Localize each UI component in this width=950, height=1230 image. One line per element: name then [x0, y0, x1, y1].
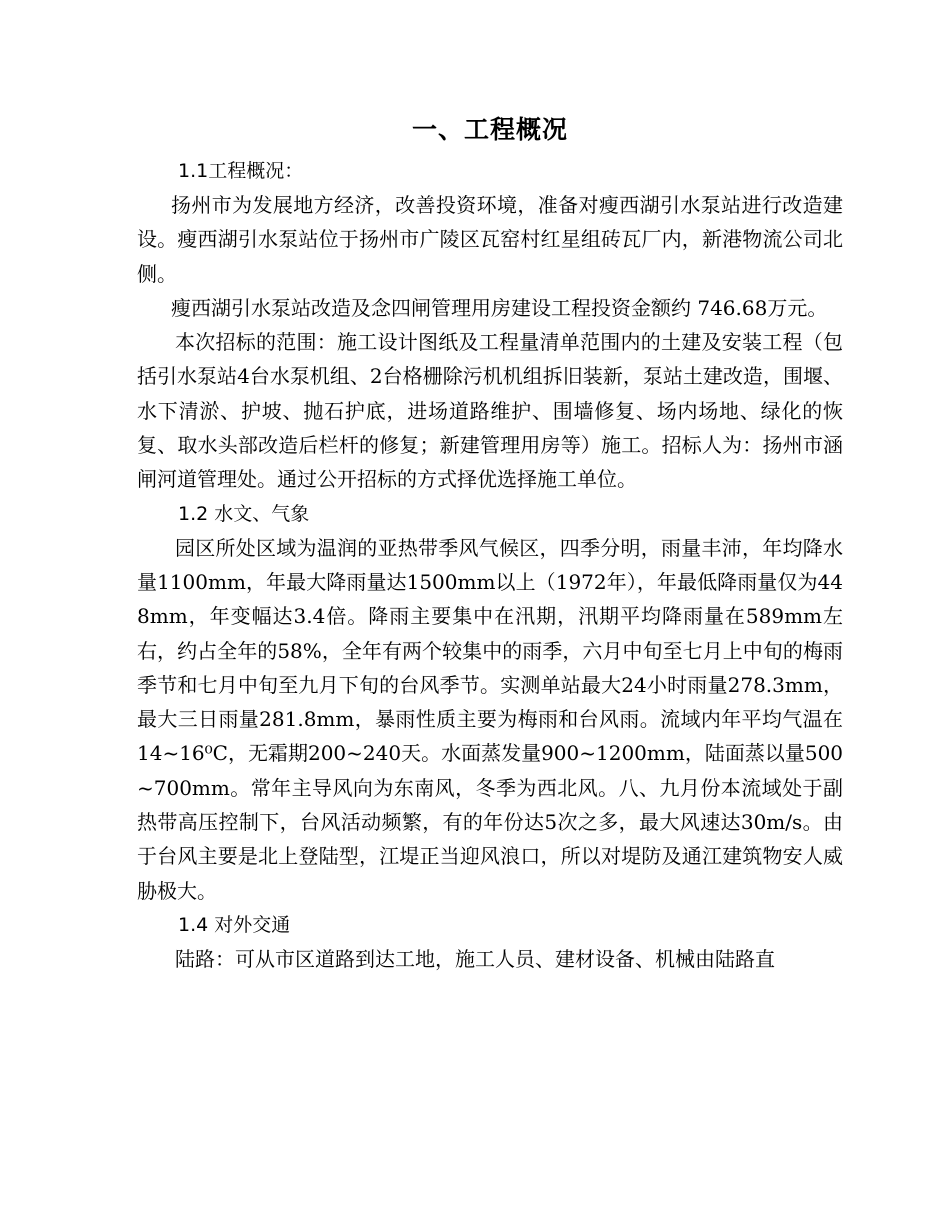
section-heading: 1.1工程概况： — [178, 160, 304, 182]
document-content — [137, 110, 843, 976]
section-project-overview — [137, 154, 843, 497]
section-heading: 1.4 对外交通 — [178, 913, 291, 936]
section-hydrology-weather — [137, 497, 843, 908]
paragraph: 扬州市为发展地方经济，改善投资环境，准备对瘦西湖引水泵站进行改造建设。瘦西湖引水泵站位于扬州市广陵区瓦窑村红星组砖瓦厂内，新港物流公司北侧。 — [137, 193, 843, 286]
paragraph: 本次招标的范围：施工设计图纸及工程量清单范围内的土建及安装工程（包括引水泵站4台水泵机组、2台格栅除污机机组拆旧装新，泵站土建改造，围堰、水下清淤、护坡、抛石护底，进场道路维护、围墙修复、场内场地、绿化的恢复、取水头部改造后栏杆的修复；新建管理用房等）施工。招标人为：扬州市涵闸河道管理处。通过公开招标的方式择优选择施工单位。 — [137, 330, 843, 492]
paragraph: 瘦西湖引水泵站改造及念四闸管理用房建设工程投资金额约 746.68万元。 — [171, 295, 828, 320]
paragraph: 园区所处区域为温润的亚热带季风气候区，四季分明，雨量丰沛，年均降水量1100mm，年最大降雨量达1500mm以上（1972年），年最低降雨量仅为448mm，年变幅达3.4倍。降雨主要集中在汛期，汛期平均降雨量在589mm左右，约占全年的58%，全年有两个较集中的雨季，六月中旬至七月上中旬的梅雨季节和七月中旬至九月下旬的台风季节。实测单站最大24小时雨量278.3mm，最大三日雨量281.8mm，暴雨性质主要为梅雨和台风雨。流域内年平均气温在14~16⁰C，无霜期200~240天。水面蒸发量900~1200mm，陆面蒸以量500~700mm。常年主导风向为东南风，冬季为西北风。八、九月份本流域处于副热带高压控制下，台风活动频繁，有的年份达5次之多，最大风速达30m/s。由于台风主要是北上登陆型，江堤正当迎风浪口，所以对堤防及通江建筑物安人威胁极大。 — [137, 535, 844, 903]
chapter-title: 一、工程概况 — [411, 115, 568, 144]
section-heading: 1.2 水文、气象 — [178, 502, 310, 525]
paragraph: 陆路：可从市区道路到达工地，施工人员、建材设备、机械由陆路直 — [175, 946, 775, 971]
section-external-traffic — [137, 908, 843, 976]
